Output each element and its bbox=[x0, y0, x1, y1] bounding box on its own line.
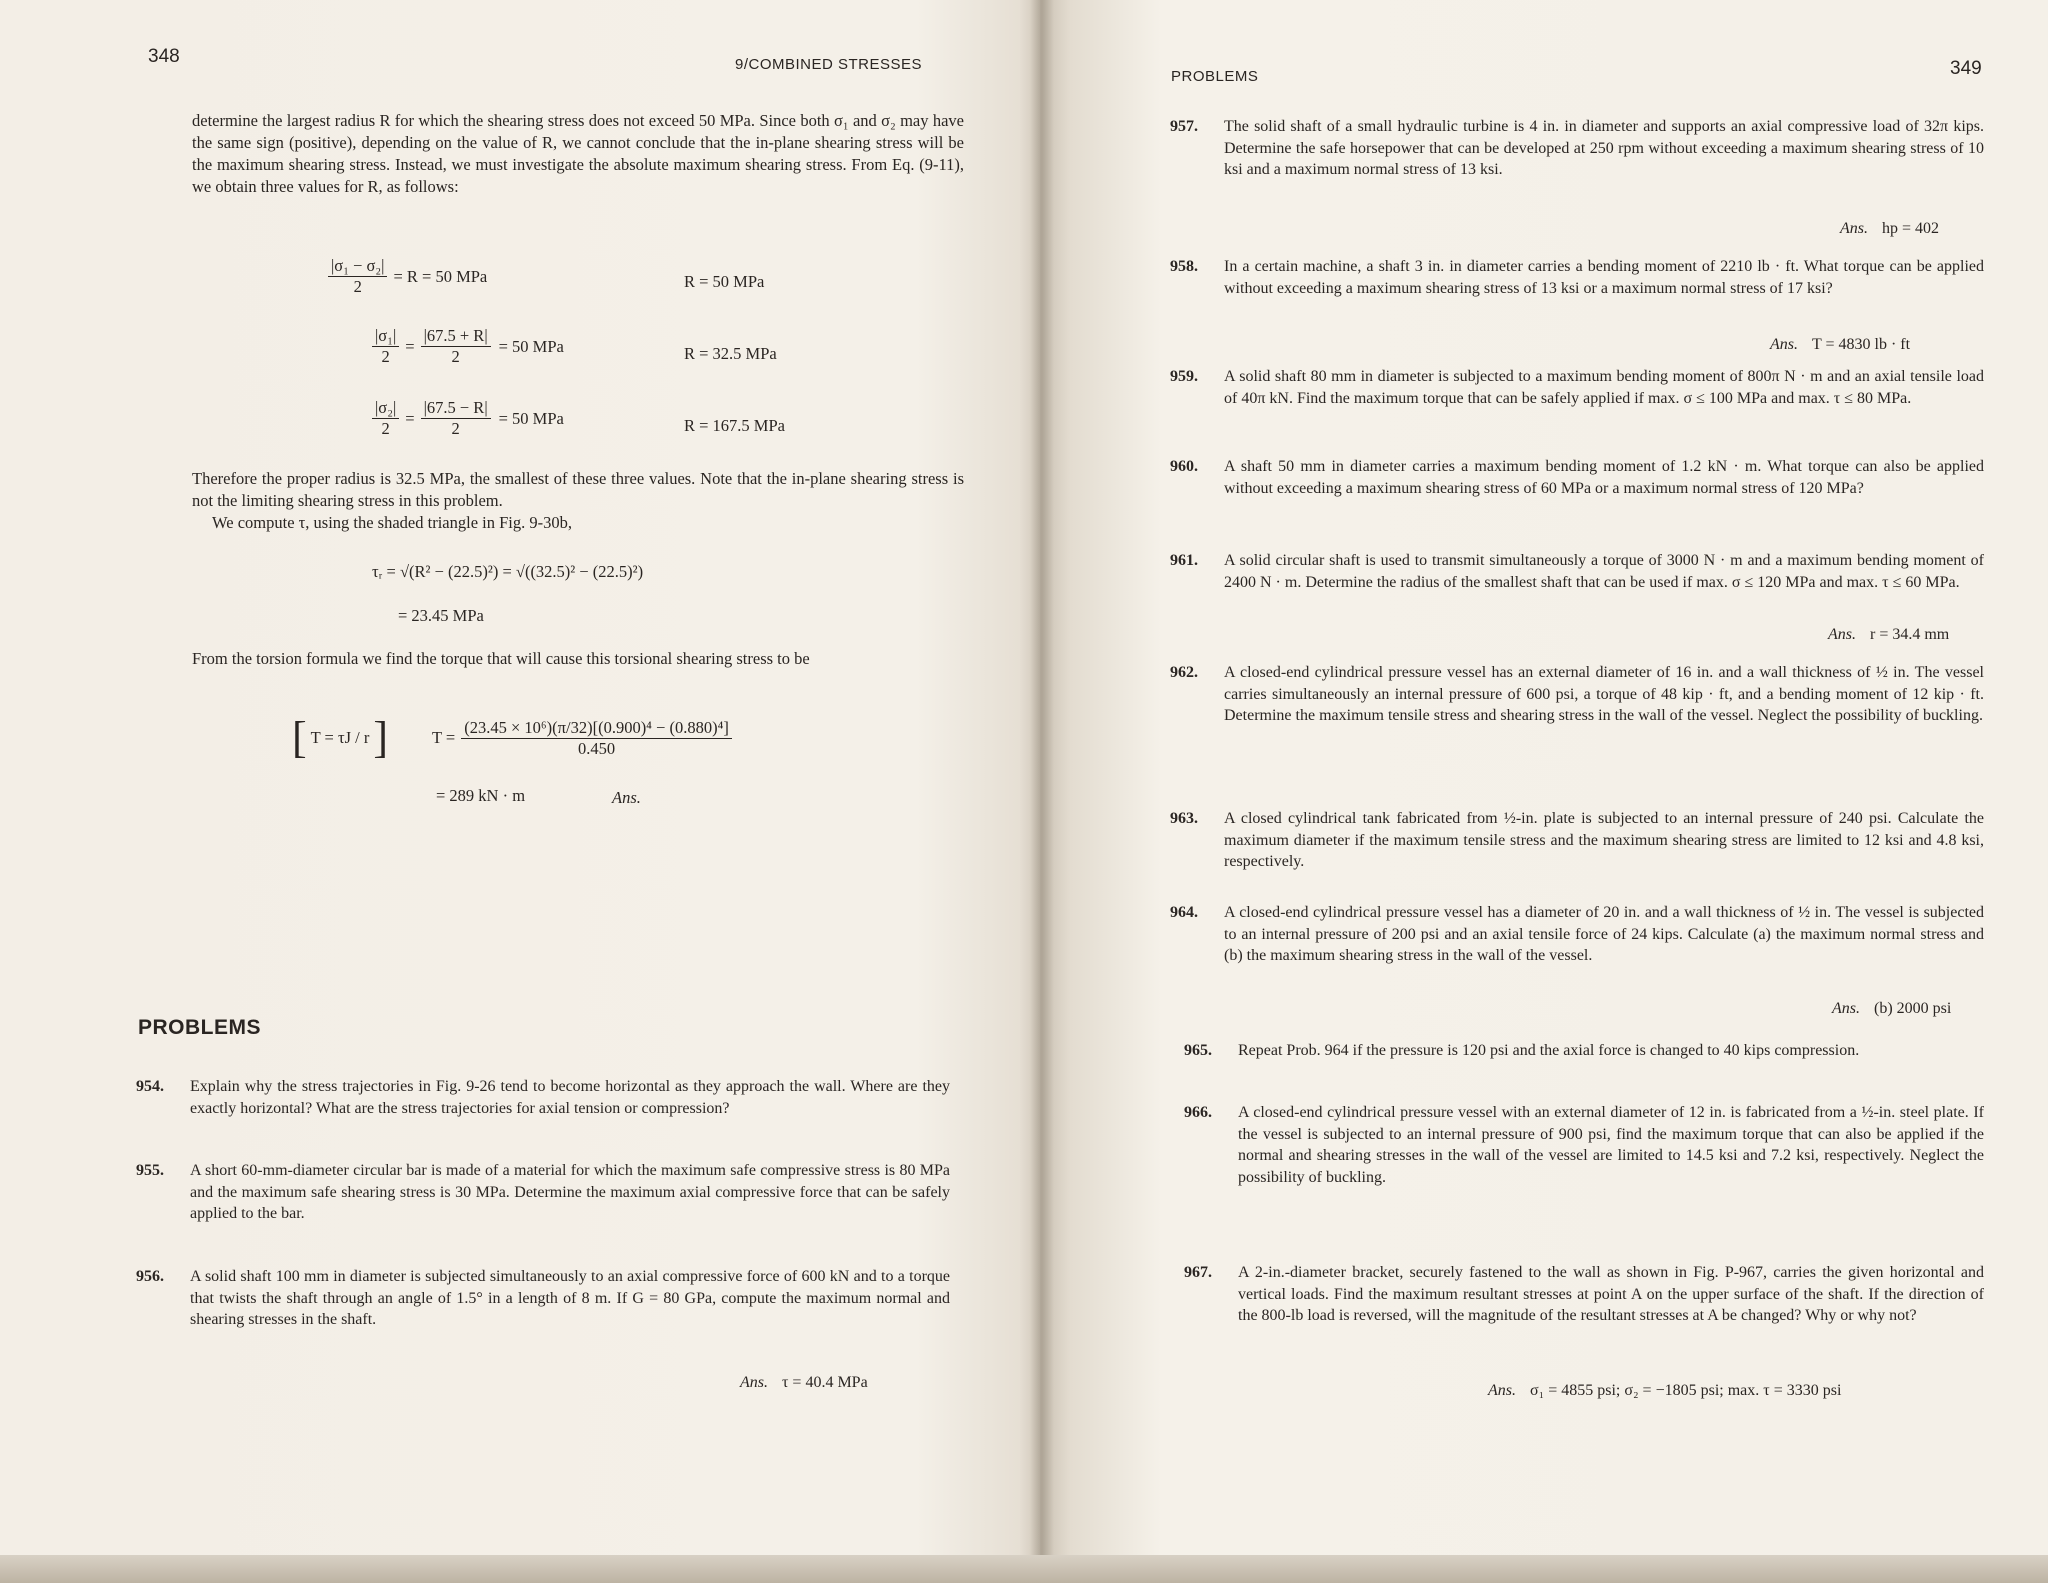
problem-text: A 2-in.-diameter bracket, securely fastened to the wall as shown in Fig. P-967, carries the given horizontal and vertical loads. Find the maximum resultant stresses at point A on the upper surface of the shaft. If the direction of the 800-lb load is reversed, will the magnitude of the resultant stresses at A be changed? Why or why not? bbox=[1238, 1264, 1984, 1324]
problem-text: Repeat Prob. 964 if the pressure is 120 psi and the axial force is changed to 40 kips compression. bbox=[1238, 1042, 1860, 1059]
equation-1-result: R = 50 MPa bbox=[684, 272, 765, 291]
problem-text: A closed-end cylindrical pressure vessel with an external diameter of 12 in. is fabricated from a ½-in. steel plate. If the vessel is subjected to an internal pressure of 900 psi, find the maximum torque that can also be applied if the normal and shearing stresses in the wall of the vessel are limited to 14.5 ksi and 7.2 ksi, respectively. Neglect the possibility of buckling. bbox=[1238, 1104, 1984, 1186]
problem-958 bbox=[1170, 256, 1984, 299]
equation-2: $\frac{\text{|σ₁|}}{2}$ = $\frac{|67.5 + R|}{2}$ = 50 MPa bbox=[372, 326, 564, 367]
problem-text: A shaft 50 mm in diameter carries a maximum bending moment of 1.2 kN · m. What torque can also be applied without exceeding a maximum shearing stress of 60 MPa or a maximum normal stress of 120 MPa? bbox=[1224, 458, 1984, 497]
problem-959 bbox=[1170, 366, 1984, 409]
answer-958: Ans. T = 4830 lb · ft bbox=[1770, 336, 1911, 353]
paragraph-conclusion: Therefore the proper radius is 32.5 MPa, the smallest of these three values. Note that the in-plane shearing stress is not the limiting shearing stress in this problem. bbox=[192, 469, 964, 510]
equation-5-fraction: $\frac{\text{(23.45 × 10⁶)(π/32)[(0.900)⁴ − (0.880)⁴]}}{0.450}$ bbox=[461, 718, 732, 759]
problem-text: The solid shaft of a small hydraulic turbine is 4 in. in diameter and supports an axial compressive load of 32π kips. Determine the safe horsepower that can be developed at 250 rpm without exceeding a maximum shearing stress of 10 ksi and a maximum normal stress of 13 ksi. bbox=[1224, 118, 1984, 178]
equation-5: [ T = τJ / r ] T = $\frac{\text{(23.45 × 10⁶)(π/32)[(0.900)⁴ − (0.880)⁴]}}{0.450}$ bbox=[292, 716, 732, 760]
running-head-left: 9/COMBINED STRESSES bbox=[735, 56, 923, 73]
equation-5-result: = 289 kN · m bbox=[436, 786, 526, 805]
equation-1: $\frac{\text{|σ₁ − σ₂|}}{2}$ = R = 50 MPa bbox=[328, 256, 487, 297]
equation-3-result: R = 167.5 MPa bbox=[684, 416, 785, 435]
problem-number: 965. bbox=[1184, 1042, 1212, 1059]
paragraph-compute: We compute τ, using the shaded triangle in Fig. 9-30b, bbox=[212, 513, 572, 532]
problem-text: A closed-end cylindrical pressure vessel has a diameter of 20 in. and a wall thickness of ½ in. The vessel is subjected to an internal pressure of 200 psi and an axial tensile force of 24 kips. Calculate (a) the maximum normal stress and (b) the maximum shearing stress in the wall of the vessel. bbox=[1224, 904, 1984, 964]
problem-text: Explain why the stress trajectories in Fig. 9-26 tend to become horizontal as they approach the wall. Where are they exactly horizontal? What are the stress trajectories for axial tension or compression? bbox=[190, 1078, 950, 1117]
problem-number: 966. bbox=[1184, 1104, 1212, 1121]
problem-number: 964. bbox=[1170, 904, 1198, 921]
problem-number: 954. bbox=[136, 1078, 164, 1095]
problem-966 bbox=[1184, 1102, 1984, 1188]
problem-number: 962. bbox=[1170, 664, 1198, 681]
problem-956 bbox=[136, 1266, 950, 1331]
answer-961: Ans. r = 34.4 mm bbox=[1828, 626, 1950, 643]
equation-4-line-1: τᵣ = √(R² − (22.5)²) = √((32.5)² − (22.5)²) bbox=[372, 562, 644, 581]
paragraph-intro: determine the largest radius R for which the shearing stress does not exceed 50 MPa. Since both σ₁ and σ₂ may have the same sign (positive), depending on the value of R, we cannot conclude that the in-plane shearing stress will be the maximum shearing stress. Instead, we must investigate the absolute maximum shearing stress. From Eq. (9-11), we obtain three values for R, as follows: bbox=[192, 111, 964, 196]
running-head-right: PROBLEMS bbox=[1171, 68, 1259, 85]
problem-text: A solid shaft 100 mm in diameter is subjected simultaneously to an axial compressive force of 600 kN and to a torque that twists the shaft through an angle of 1.5° in a length of 8 m. If G = 80 GPa, compute the maximum normal and shearing stresses in the shaft. bbox=[190, 1268, 950, 1328]
problem-number: 961. bbox=[1170, 552, 1198, 569]
problem-number: 967. bbox=[1184, 1264, 1212, 1281]
problem-number: 959. bbox=[1170, 368, 1198, 385]
equation-3: $\frac{\text{|σ₂|}}{2}$ = $\frac{|67.5 - R|}{2}$ = 50 MPa bbox=[372, 398, 564, 439]
problem-text: A solid shaft 80 mm in diameter is subjected to a maximum bending moment of 800π N · m and an axial tensile load of 40π kN. Find the maximum torque that can be safely applied if max. σ ≤ 100 MPa and max. τ ≤ 80 MPa. bbox=[1224, 368, 1984, 407]
page-number-left: 348 bbox=[148, 46, 180, 67]
answer-967: Ans. σ₁ = 4855 psi; σ₂ = −1805 psi; max. τ = 3330 psi bbox=[1488, 1382, 1842, 1399]
problem-text: A closed-end cylindrical pressure vessel has an external diameter of 16 in. and a wall thickness of ½ in. The vessel carries simultaneously an internal pressure of 600 psi, a torque of 48 kip · ft, and a bending moment of 12 kip · ft. Determine the maximum tensile stress and shearing stress in the wall of the vessel. Neglect the possibility of buckling. bbox=[1224, 664, 1984, 724]
page-number-right: 349 bbox=[1950, 58, 1982, 79]
section-heading-problems: PROBLEMS bbox=[138, 1016, 262, 1039]
equation-2-result: R = 32.5 MPa bbox=[684, 344, 777, 363]
equation-4-line-2: = 23.45 MPa bbox=[398, 606, 484, 625]
problem-962 bbox=[1170, 662, 1984, 727]
problem-text: In a certain machine, a shaft 3 in. in diameter carries a bending moment of 2210 lb · ft. What torque can be applied without exceeding a maximum shearing stress of 13 ksi or a maximum normal stress of 17 ksi? bbox=[1224, 258, 1984, 297]
problem-965 bbox=[1184, 1040, 1984, 1062]
problem-number: 963. bbox=[1170, 810, 1198, 827]
problem-number: 958. bbox=[1170, 258, 1198, 275]
problem-text: A closed cylindrical tank fabricated from ½-in. plate is subjected to an internal pressure of 240 psi. Calculate the maximum diameter if the maximum tensile stress and the maximum shearing stress are limited to 12 ksi and 4.8 ksi, respectively. bbox=[1224, 810, 1984, 870]
paragraph-torsion: From the torsion formula we find the torque that will cause this torsional shearing stress to be bbox=[192, 649, 810, 668]
problem-960 bbox=[1170, 456, 1984, 499]
problem-955 bbox=[136, 1160, 950, 1225]
problem-961 bbox=[1170, 550, 1984, 593]
problem-964 bbox=[1170, 902, 1984, 967]
page-bottom-edge bbox=[0, 1555, 2048, 1583]
book-gutter bbox=[1030, 0, 1054, 1583]
problem-number: 960. bbox=[1170, 458, 1198, 475]
answer-964: Ans. (b) 2000 psi bbox=[1832, 1000, 1952, 1017]
problem-text: A solid circular shaft is used to transmit simultaneously a torque of 3000 N · m and a maximum bending moment of 2400 N · m. Determine the radius of the smallest shaft that can be used if max. σ ≤ 120 MPa and max. τ ≤ 60 MPa. bbox=[1224, 552, 1984, 591]
problem-963 bbox=[1170, 808, 1984, 873]
problem-number: 956. bbox=[136, 1268, 164, 1285]
equation-5-ans-label: Ans. bbox=[612, 788, 641, 807]
problem-954 bbox=[136, 1076, 950, 1119]
answer-957: Ans. hp = 402 bbox=[1840, 220, 1940, 237]
problem-967 bbox=[1184, 1262, 1984, 1327]
equation-5-torsion-formula: T = τJ / r bbox=[310, 728, 370, 747]
problem-text: A short 60-mm-diameter circular bar is made of a material for which the maximum safe compressive stress is 80 MPa and the maximum safe shearing stress is 30 MPa. Determine the maximum axial compressive force that can be safely applied to the bar. bbox=[190, 1162, 950, 1222]
problem-number: 955. bbox=[136, 1162, 164, 1179]
answer-956: Ans. τ = 40.4 MPa bbox=[740, 1374, 868, 1391]
problem-number: 957. bbox=[1170, 118, 1198, 135]
equation-1-fraction: $\frac{\text{|σ₁ − σ₂|}}{2}$ bbox=[328, 256, 387, 297]
problem-957 bbox=[1170, 116, 1984, 181]
